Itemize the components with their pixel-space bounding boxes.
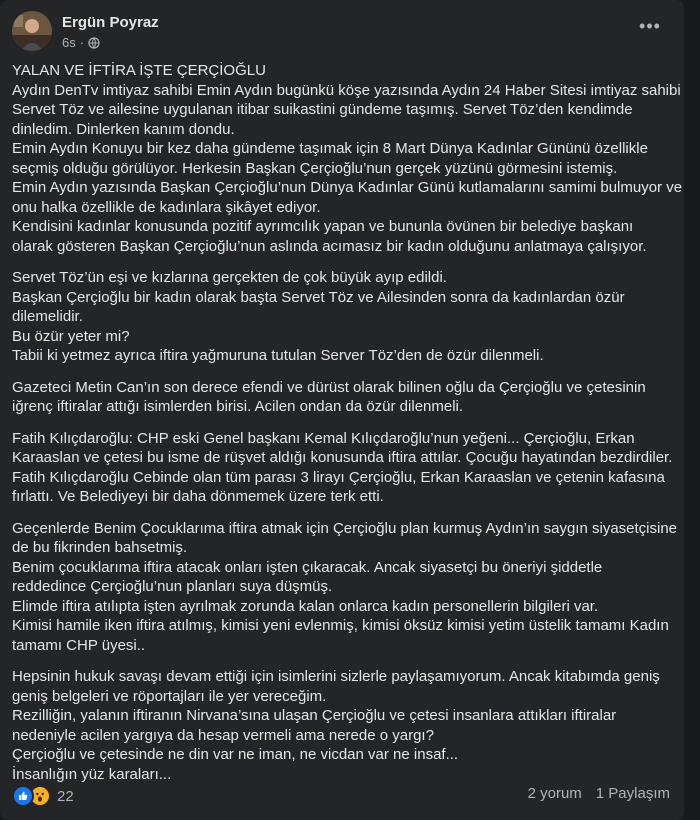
post-text-line: Geçenlerde Benim Çocuklarıma iftira atmak için Çerçioğlu plan kurmuş Aydın’ın saygın siyasetçisine	[12, 519, 678, 537]
post-text-line: de bu fikrinden bahsetmiş.	[12, 539, 188, 556]
post-meta: 6s ·	[62, 35, 100, 50]
post-text-line: Çerçioğlu ve çetesinde ne din var ne iman, ne vicdan var ne insaf...	[12, 746, 459, 763]
post-text-line: tamamı CHP üyesi..	[12, 636, 146, 654]
post-text-line: İnsanlığın yüz karaları...	[12, 765, 172, 783]
post-text-line: Fatih Kılıçdaroğlu: CHP eski Genel başkanı Kemal Kılıçdaroğlu’nun yeğeni... Çerçioğlu, Erkan	[12, 429, 635, 447]
post-paragraph	[12, 61, 683, 256]
post-text-line: Servet Töz’ün eşi ve kızlarına gerçekten de çok büyük ayıp edildi.	[12, 269, 447, 286]
post-text-line: seçmiş olduğu görülüyor. Herkesin Başkan Çerçioğlu’nun gerçek yüzünü görmesini istemiş.	[12, 159, 618, 177]
more-options-icon[interactable]: •••	[639, 16, 661, 36]
post-text-line: Kendisini kadınlar konusunda pozitif ayrımcılık yapan ve bununla övünen bir belediye başkanı	[12, 218, 634, 235]
post-footer	[12, 785, 670, 807]
post-text-line: dinledim. Dinlerken kanım dondu.	[12, 120, 235, 138]
post-paragraph	[12, 268, 676, 366]
post-text-line: Elimde iftira atılıpta işten ayrılmak zorunda kalan onlarca kadın personellerin bilgileri var.	[12, 597, 599, 615]
post-text-line: reddedince Çerçioğlu’nun planları suya düşmüş.	[12, 578, 333, 595]
post-text-line: iğrenç iftiralar attığı isimlerden birisi. Acilen ondan da özür dilenmeli.	[12, 398, 464, 415]
post-text-line: fırlattı. Ve Belediyeyi bir daha dönmemek üzere terk etti.	[12, 488, 384, 505]
post-text-line: onu halka özellikle de kadınlara şikâyet ediyor.	[12, 198, 321, 216]
post-text-line: olarak gösteren Başkan Çerçioğlu’nun aslında acımasız bir kadın olduğunu anlatmaya çalışıyor.	[12, 237, 647, 255]
post-text-line: Fatih Kılıçdaroğlu Cebinde olan tüm parası 3 lirayı Çerçioğlu, Erkan Karaaslan ve çetenin kafasına	[12, 468, 665, 486]
post-text-line: Servet Töz ve ailesine uygulanan itibar suikastini gündeme taşımış. Servet Töz’den kendimde	[12, 101, 633, 118]
post-text-line: nedeniyle acilen yargıya da hesap vermeli ama nerede o yargı?	[12, 726, 434, 744]
globe-icon	[88, 37, 100, 49]
author-name[interactable]: Ergün Poyraz	[62, 14, 159, 31]
comments-link[interactable]: 2 yorum	[527, 785, 582, 802]
post-text-line: geniş belgeleri ve röportajları ile yer vereceğim.	[12, 687, 327, 705]
post-text-line: YALAN VE İFTİRA İŞTE ÇERÇİOĞLU	[12, 62, 266, 79]
post-text-line: Emin Aydın Konuyu bir kez daha gündeme taşımak için 8 Mart Dünya Kadınlar Gününü özellikle	[12, 140, 648, 157]
post-text-line: Rezilliğin, yalanın iftiranın Nirvana’sına ulaşan Çerçioğlu ve çetesi insanlara attıkları iftiralar	[12, 707, 617, 724]
shares-link[interactable]: 1 Paylaşım	[595, 785, 670, 802]
post-paragraph	[12, 519, 676, 656]
post-text-line: Başkan Çerçioğlu bir kadın olarak başta Servet Töz ve Ailesinden sonra da kadınlardan özür	[12, 288, 625, 306]
post-text-line: dilemelidir.	[12, 308, 83, 325]
post-text-line: Karaaslan ve çetesi bu isme de rüşvet aldığı konusunda iftira attılar. Çocuğu hayatından bezdirdiler.	[12, 449, 673, 466]
post-text-line: Emin Aydın yazısında Başkan Çerçioğlu’nun Dünya Kadınlar Günü kutlamalarını samimi bulmuyor ve	[12, 179, 683, 196]
post-text-line: Hepsinin hukuk savaşı devam ettiği için isimlerini sizlerle paylaşamıyorum. Ancak kitabımda geniş	[12, 668, 660, 685]
post-paragraph	[12, 667, 676, 784]
post-content	[12, 61, 683, 784]
post-paragraph	[12, 429, 676, 507]
post-text-line: Tabii ki yetmez ayrıca iftira yağmuruna tutulan Server Töz’den de özür dilenmeli.	[12, 347, 544, 364]
post-stats	[528, 785, 670, 802]
reaction-count: 22	[57, 787, 74, 805]
post-paragraph	[12, 378, 676, 417]
post-text-line: Benim çocuklarıma iftira atacak onları işten çıkaracak. Ancak siyasetçi bu öneriyi şiddetle	[12, 558, 603, 576]
post-text-line: Aydın DenTv imtiyaz sahibi Emin Aydın bugünkü köşe yazısında Aydın 24 Haber Sitesi imtiyaz sahibi	[12, 81, 681, 99]
post-text-line: Gazeteci Metin Can’ın son derece efendi ve dürüst olarak bilinen oğlu da Çerçioğlu ve çetesinin	[12, 378, 646, 396]
like-reaction-icon	[12, 785, 34, 807]
post-time[interactable]: 6s	[62, 35, 76, 50]
reactions-summary[interactable]	[12, 785, 74, 807]
post-text-line: Bu özür yeter mi?	[12, 327, 130, 345]
post-header	[12, 11, 672, 55]
author-avatar[interactable]	[12, 11, 52, 51]
post-text-line: Kimisi hamile iken iftira atılmış, kimisi yeni evlenmiş, kimisi öksüz kimisi yetim üstelik tamamı Kadın	[12, 617, 669, 634]
